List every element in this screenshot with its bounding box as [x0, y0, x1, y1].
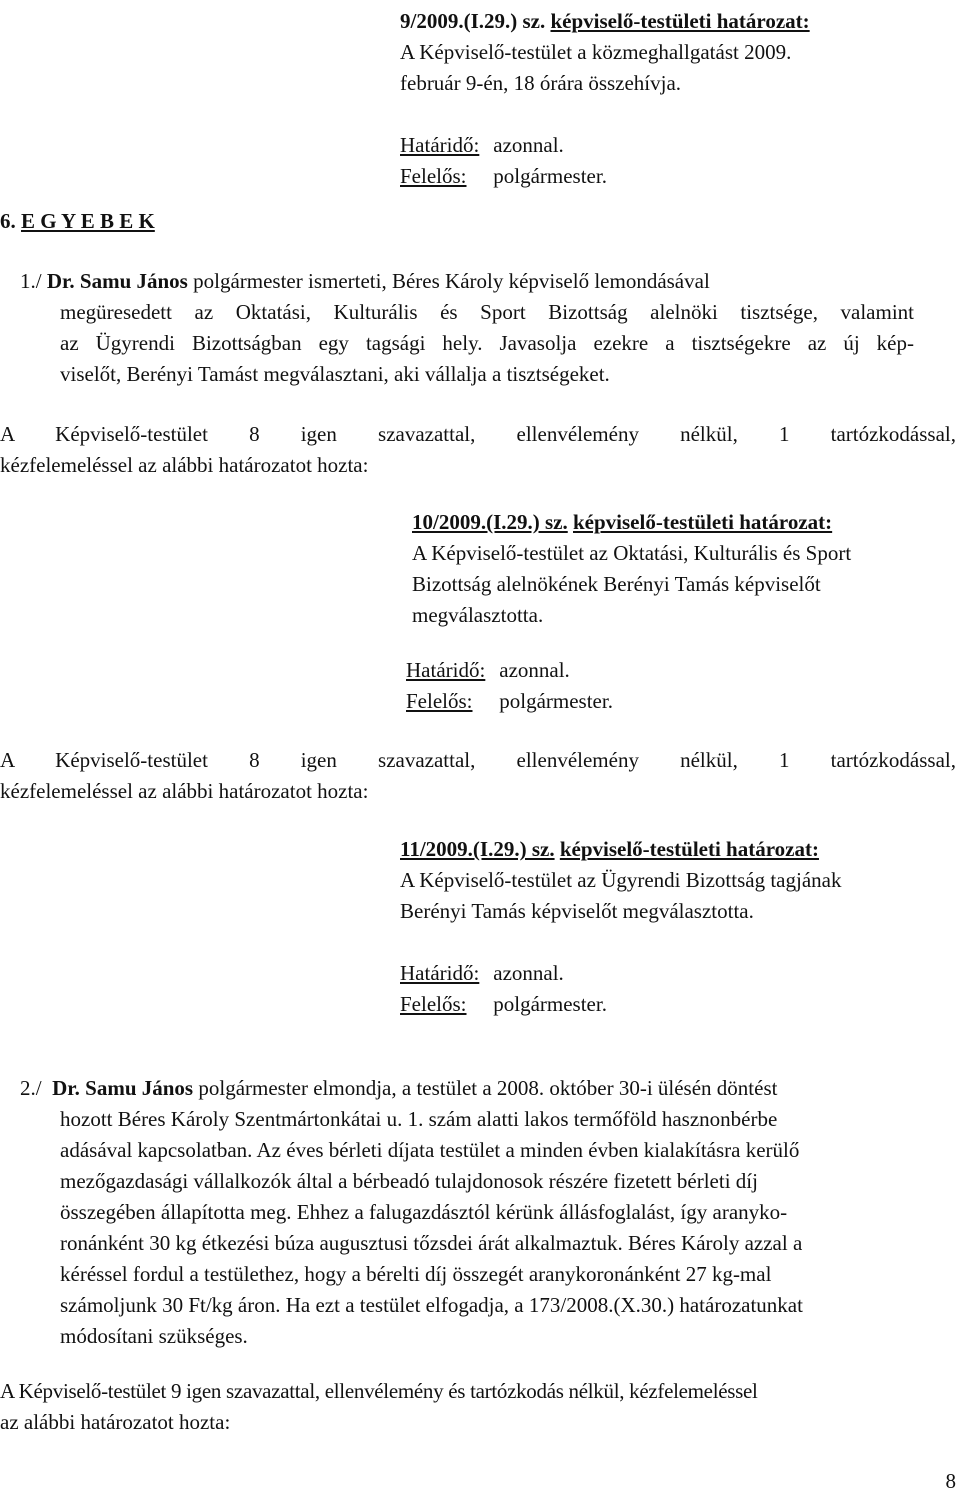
- item-2-dr: Dr.: [52, 1076, 80, 1100]
- item-2-text: polgármester elmondja, a testület a 2008. október 30-i ülésén döntést: [198, 1076, 778, 1100]
- item-1-body: [60, 297, 914, 390]
- item-1-text: polgármester ismerteti, Béres Károly képviselő lemondásával: [193, 269, 710, 293]
- item-2-line: kéréssel fordul a testülethez, hogy a bérelti díj összegét aranykoronánként 27 kg-mal: [60, 1262, 772, 1286]
- vote-3-line: az alábbi határozatot hozta:: [0, 1410, 231, 1434]
- item-2-line: hozott Béres Károly Szentmártonkátai u. 1. szám alatti lakos termőföld hasznonbérbe: [60, 1107, 778, 1131]
- resolution-9-responsible: Felelős: polgármester.: [400, 164, 607, 188]
- resolution-10-text: Bizottság alelnökének Berényi Tamás képviselőt: [412, 572, 821, 596]
- vote-3-line: A Képviselő-testület 9 igen szavazattal, ellenvélemény és tartózkodás nélkül, kézfelemeléssel: [0, 1379, 758, 1403]
- item-2-line: ronánként 30 kg étkezési búza augusztusi tőzsdei árát alkalmaztuk. Béres Károly azzal a: [60, 1231, 803, 1255]
- resolution-10-responsible: Felelős: polgármester.: [406, 689, 613, 713]
- page-number: 8: [945, 1469, 956, 1493]
- vote-1-line: kézfelemeléssel az alábbi határozatot hozta:: [0, 453, 369, 477]
- resolution-11-text: A Képviselő-testület az Ügyrendi Bizottság tagjának: [400, 868, 842, 892]
- item-1-line: megüresedett az Oktatási, Kulturális és Sport Bizottság alelnöki tisztsége, valamint: [60, 300, 914, 324]
- item-2-line: módosítani szükséges.: [60, 1324, 248, 1348]
- resolution-11-responsible: Felelős: polgármester.: [400, 992, 607, 1016]
- resolution-11: [400, 834, 940, 1020]
- item-1-name: Samu János: [79, 269, 188, 293]
- resolution-9: [400, 6, 940, 192]
- vote-1-line: A Képviselő-testület 8 igen szavazattal, ellenvélemény nélkül, 1 tartózkodással,: [0, 422, 956, 446]
- resolution-9-text: A Képviselő-testület a közmeghallgatást 2009.: [400, 40, 792, 64]
- item-2-num-line: [20, 1073, 940, 1104]
- vote-3: [0, 1376, 958, 1438]
- item-2-number: 2./: [20, 1076, 42, 1100]
- resolution-10-text: A Képviselő-testület az Oktatási, Kulturális és Sport: [412, 541, 852, 565]
- item-1-num-line: [20, 266, 920, 297]
- item-1-line: az Ügyrendi Bizottságban egy tagsági hely. Javasolja ezekre a tisztségekre az új kép-: [60, 331, 914, 355]
- item-2-name: Samu János: [85, 1076, 194, 1100]
- vote-2-line: A Képviselő-testület 8 igen szavazattal, ellenvélemény nélkül, 1 tartózkodással,: [0, 748, 956, 772]
- resolution-11-heading: 11/2009.(I.29.) sz. képviselő-testületi határozat:: [400, 837, 819, 861]
- item-1-number: 1./: [20, 269, 42, 293]
- vote-1: [0, 419, 956, 481]
- resolution-10-meta: [406, 655, 946, 717]
- resolution-10-deadline: Határidő: azonnal.: [406, 658, 570, 682]
- resolution-10-text: megválasztotta.: [412, 603, 544, 627]
- vote-2-line: kézfelemeléssel az alábbi határozatot hozta:: [0, 779, 369, 803]
- item-2-line: számoljunk 30 Ft/kg áron. Ha ezt a testület elfogadja, a 173/2008.(X.30.) határozatunkat: [60, 1293, 803, 1317]
- resolution-9-heading: 9/2009.(I.29.) sz. képviselő-testületi határozat:: [400, 9, 810, 33]
- resolution-9-text: február 9-én, 18 órára összehívja.: [400, 71, 682, 95]
- resolution-10-heading: 10/2009.(I.29.) sz. képviselő-testületi határozat:: [412, 510, 833, 534]
- resolution-11-text: Berényi Tamás képviselőt megválasztotta.: [400, 899, 754, 923]
- section-heading: 6. E G Y E B E K: [0, 209, 155, 233]
- item-2-line: mezőgazdasági vállalkozók által a bérbeadó tulajdonosok részére fizetett bérleti díj: [60, 1169, 758, 1193]
- vote-2: [0, 745, 956, 807]
- resolution-10: [412, 507, 952, 631]
- resolution-9-deadline: Határidő: azonnal.: [400, 133, 564, 157]
- item-2-line: adásával kapcsolatban. Az éves bérleti díjata testület a minden évben kialakításra kerülő: [60, 1138, 800, 1162]
- item-1-line: viselőt, Berényi Tamást megválasztani, aki vállalja a tisztségeket.: [60, 362, 610, 386]
- item-1-dr: Dr.: [46, 269, 75, 293]
- item-2-line: összegében állapította meg. Ehhez a falugazdásztól kérünk állásfoglalást, így aranyko-: [60, 1200, 788, 1224]
- resolution-11-deadline: Határidő: azonnal.: [400, 961, 564, 985]
- item-2-body: [60, 1104, 926, 1352]
